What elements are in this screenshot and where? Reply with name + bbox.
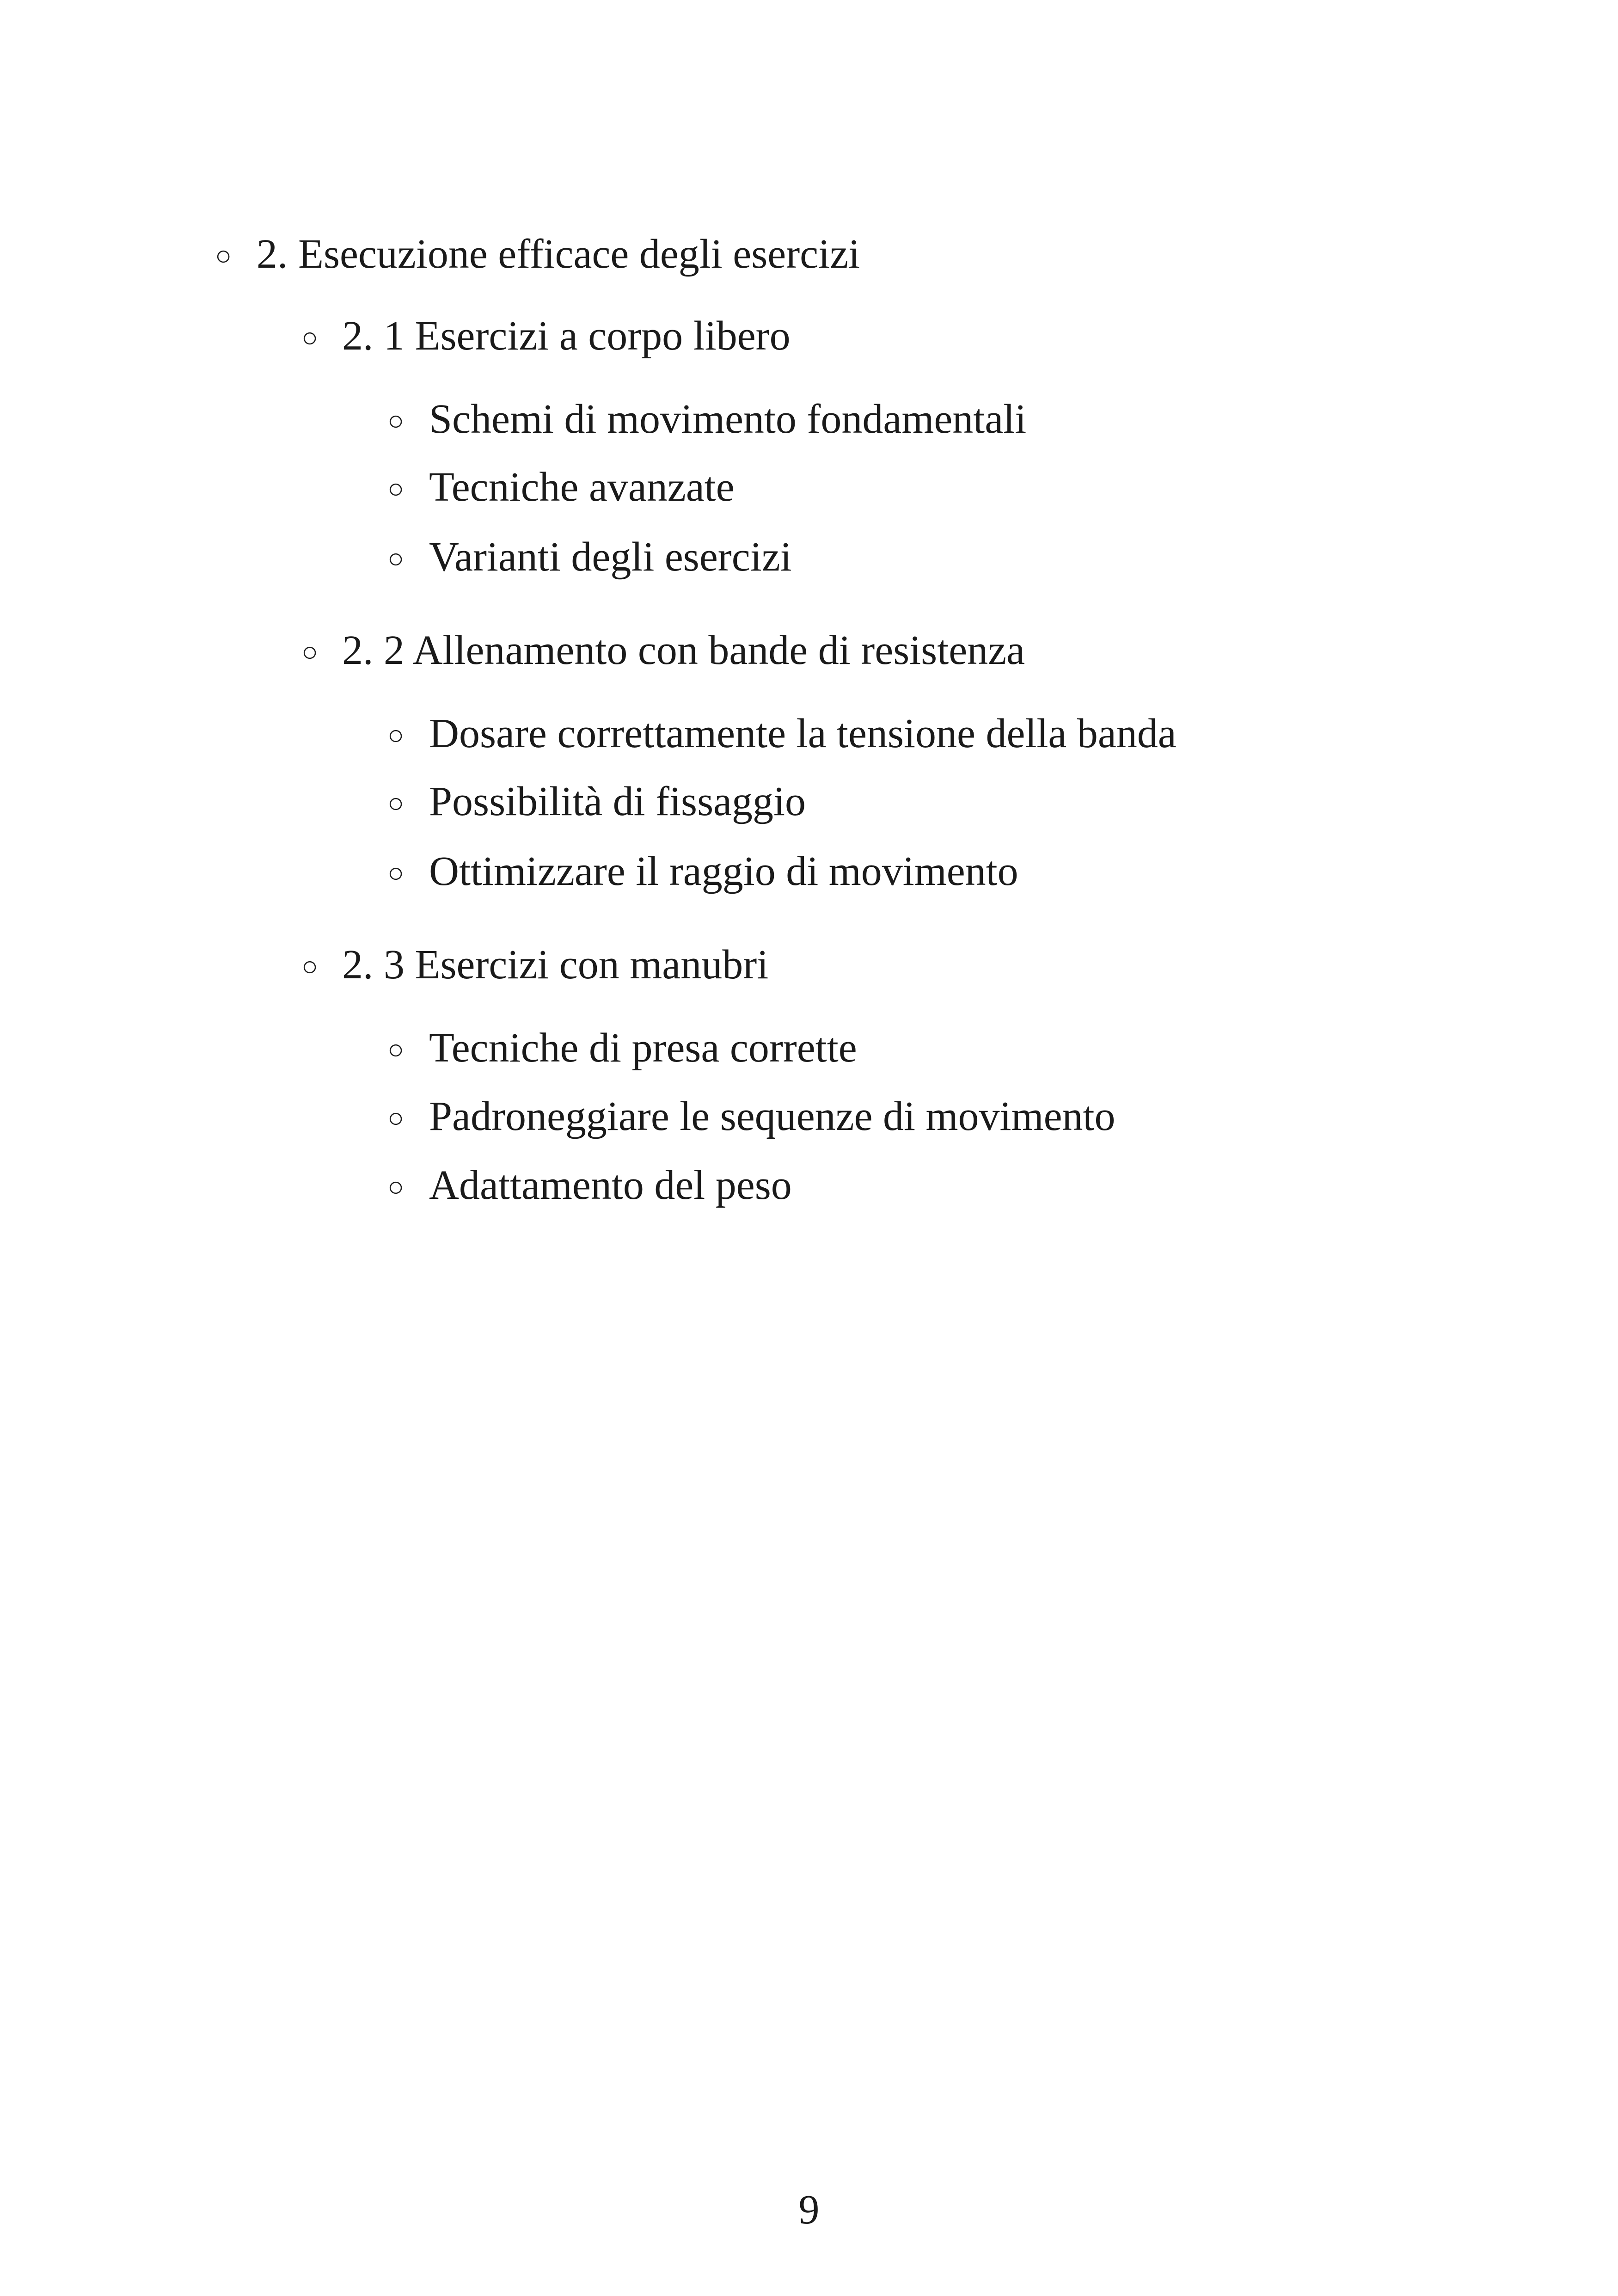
bullet-icon: ○ (215, 240, 232, 271)
bullet-icon: ○ (301, 951, 319, 982)
section-title: 2. Esecuzione efficace degli esercizi (257, 231, 860, 277)
list-item: Padroneggiare le sequenze di movimento (429, 1093, 1115, 1139)
page-number: 9 (798, 2187, 820, 2233)
list-item: Ottimizzare il raggio di movimento (429, 848, 1018, 894)
bullet-icon: ○ (387, 720, 404, 750)
bullet-icon: ○ (387, 1172, 404, 1202)
list-item: Tecniche avanzate (429, 464, 735, 510)
subsection-title: 2. 1 Esercizi a corpo libero (342, 313, 791, 359)
bullet-icon: ○ (387, 1103, 404, 1133)
subsection-title: 2. 2 Allenamento con bande di resistenza (342, 627, 1025, 673)
bullet-icon: ○ (387, 543, 404, 574)
list-item: Adattamento del peso (429, 1162, 792, 1208)
bullet-icon: ○ (387, 858, 404, 888)
bullet-icon: ○ (387, 405, 404, 436)
list-item: Dosare correttamente la tensione della banda (429, 711, 1177, 756)
list-item: Possibilità di fissaggio (429, 779, 806, 824)
bullet-icon: ○ (387, 1034, 404, 1065)
bullet-icon: ○ (387, 473, 404, 504)
list-item: Tecniche di presa corrette (429, 1025, 857, 1071)
list-item: Schemi di movimento fondamentali (429, 396, 1027, 442)
bullet-icon: ○ (387, 788, 404, 818)
bullet-icon: ○ (301, 637, 319, 667)
list-item: Varianti degli esercizi (429, 534, 792, 580)
subsection-title: 2. 3 Esercizi con manubri (342, 942, 769, 988)
bullet-icon: ○ (301, 322, 319, 353)
